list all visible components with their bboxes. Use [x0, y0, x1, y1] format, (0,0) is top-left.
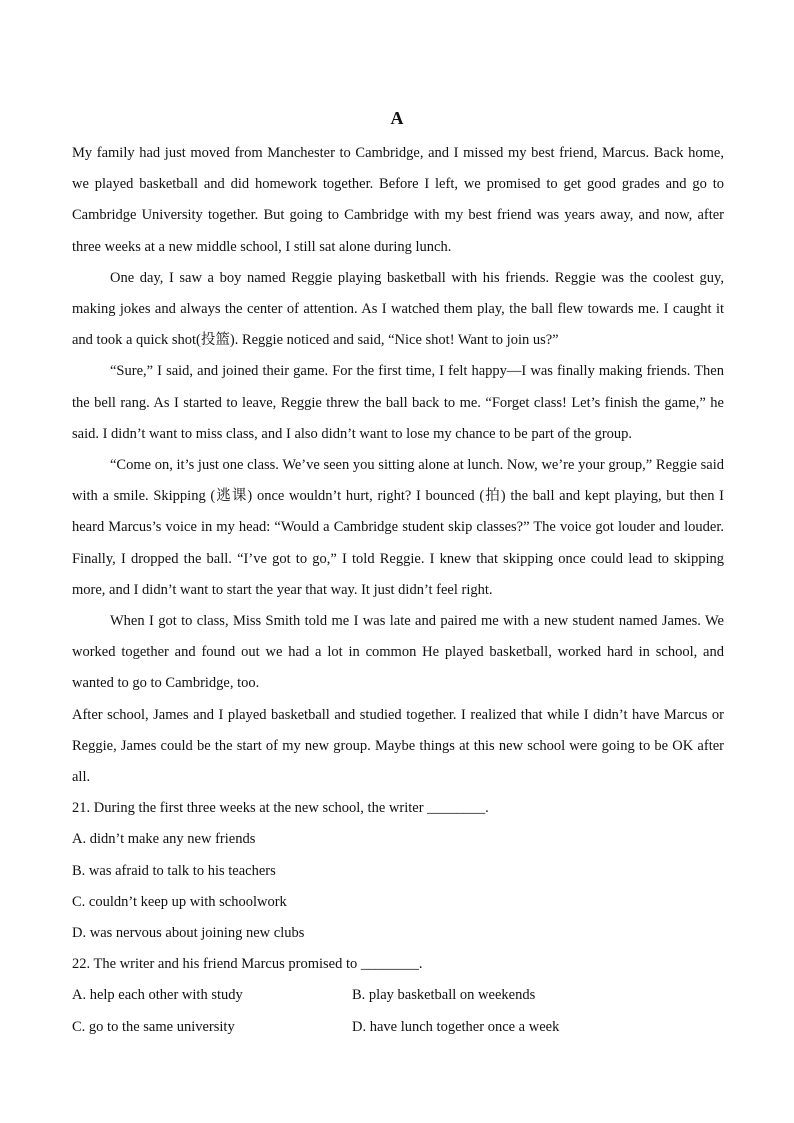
question-21-stem: 21. During the first three weeks at the new school, the writer ________. [72, 800, 489, 817]
passage-body [72, 138, 724, 1043]
question-22-option-a: A. help each other with study [72, 987, 243, 1004]
question-22-stem: 22. The writer and his friend Marcus promised to ________. [72, 956, 423, 973]
question-22-option-d: D. have lunch together once a week [352, 1018, 560, 1035]
question-21-option-b: B. was afraid to talk to his teachers [72, 862, 276, 879]
question-21-option-d: D. was nervous about joining new clubs [72, 925, 305, 942]
question-22-option-c: C. go to the same university [72, 1018, 235, 1035]
paragraph-3: “Sure,” I said, and joined their game. For the first time, I felt happy—I was finally making friends. Then the bell rang. As I started to leave, Reggie threw the ball back to me. “Forget class! Let’s finish the game,” he said. I didn’t want to miss class, and I also didn’t want to lose my chance to be part of the group. [72, 363, 724, 442]
question-21-option-c: C. couldn’t keep up with schoolwork [72, 893, 287, 910]
paragraph-6: After school, James and I played basketball and studied together. I realized that while I didn’t have Marcus or Reggie, James could be the start of my new group. Maybe things at this new school were going to be OK after all. [72, 706, 724, 786]
question-21-option-a: A. didn’t make any new friends [72, 831, 256, 848]
question-22-options-row-1 [72, 980, 724, 1011]
paragraph-4: “Come on, it’s just one class. We’ve seen you sitting alone at lunch. Now, we’re your group,” Reggie said with a smile. Skipping (逃课) once wouldn’t hurt, right? I bounced (拍) the ball and kept playing, but then I heard Marcus’s voice in my head: “Would a Cambridge student skip classes?” The voice got louder and louder. Finally, I dropped the ball. “I’ve got to go,” I told Reggie. I knew that skipping once could lead to skipping more, and I didn’t want to start the year that way. It just didn’t feel right. [72, 457, 724, 598]
question-22-options-row-2 [72, 1012, 724, 1043]
paragraph-5: When I got to class, Miss Smith told me I was late and paired me with a new student named James. We worked together and found out we had a lot in common He played basketball, worked hard in school, and wanted to go to Cambridge, too. [72, 613, 724, 692]
question-22-option-b: B. play basketball on weekends [352, 987, 536, 1004]
paragraph-1: My family had just moved from Manchester to Cambridge, and I missed my best friend, Marcus. Back home, we played basketball and did homework together. Before I left, we promised to get good grades and go to Cambridge University together. But going to Cambridge with my best friend was years away, and now, after three weeks at a new middle school, I still sat alone during lunch. [72, 145, 724, 255]
passage-title: A [390, 108, 404, 128]
paragraph-2: One day, I saw a boy named Reggie playing basketball with his friends. Reggie was the coolest guy, making jokes and always the center of attention. As I watched them play, the ball flew towards me. I caught it and took a quick shot(投篮). Reggie noticed and said, “Nice shot! Want to join us?” [72, 269, 724, 349]
